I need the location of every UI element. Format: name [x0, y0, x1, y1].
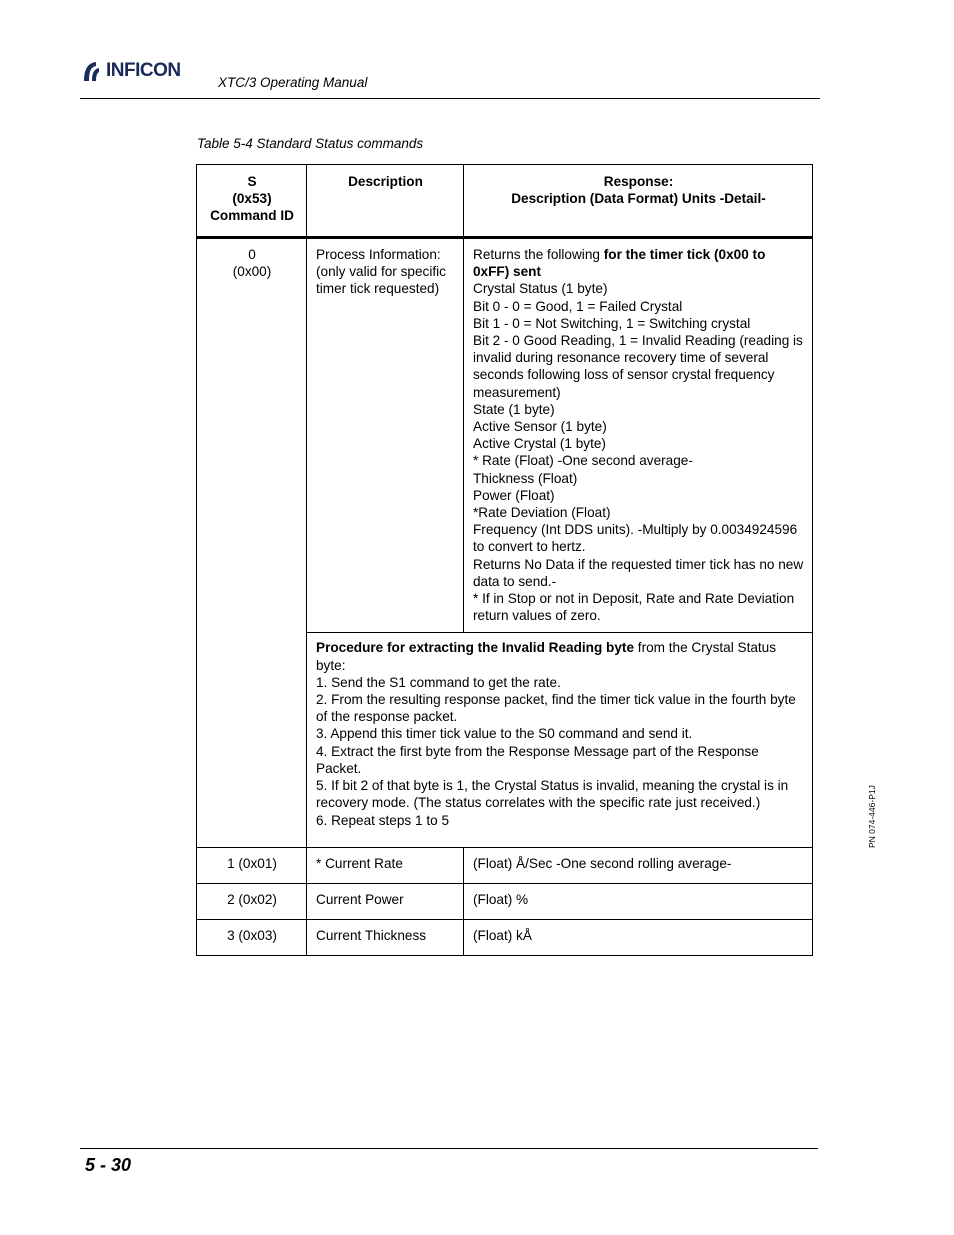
response-cell: Returns the following for the timer tick (0x00 to 0xFF) sent Crystal Status (1 byte) Bit 0 - 0 = Good, 1 = Failed Crystal Bit 1 - 0 = Not Switching, 1 = Switching crystal Bit 2 - 0 Good Reading, 1 = Invalid Reading (reading is invalid during resonance recovery time of several seconds following loss of sensor crystal frequency measurement) State (1 byte) Active Sensor (1 byte) Active Crystal (1 byte) * Rate (Float) -One second average- Thickness (Float) Power (Float) *Rate Deviation (Float) Frequency (Int DDS units). -Multiply by 0.0034924596 to convert to hertz. Returns No Data if the requested timer tick has no new data to send.- * If in Stop or not in Deposit, Rate and Rate Deviation return values of zero.: [464, 238, 813, 633]
table-caption: Table 5-4 Standard Status commands: [197, 136, 424, 151]
command-id-cell: 2 (0x02): [197, 884, 307, 920]
table-header-row: [197, 165, 813, 238]
description-cell: * Current Rate: [307, 848, 464, 884]
header-rule: [80, 98, 820, 99]
inficon-logo: [80, 58, 181, 84]
table-row: [197, 884, 813, 920]
command-id-cell: 0 (0x00): [197, 238, 307, 848]
description-cell: Current Power: [307, 884, 464, 920]
status-commands-table: [196, 164, 813, 956]
header-command-id: S (0x53) Command ID: [197, 165, 307, 238]
response-cell: (Float) kÅ: [464, 920, 813, 956]
logo-text: INFICON: [106, 60, 181, 81]
header-description: Description: [307, 165, 464, 238]
page-number: 5 - 30: [85, 1155, 132, 1175]
response-cell: (Float) Å/Sec -One second rolling average-: [464, 848, 813, 884]
response-cell: (Float) %: [464, 884, 813, 920]
part-number-side-code: PN 074-446-P1J: [867, 785, 877, 848]
header-response: Response: Description (Data Format) Units -Detail-: [464, 165, 813, 238]
inficon-logo-mark-icon: [80, 59, 104, 83]
table-row: [197, 238, 813, 633]
table-row: [197, 848, 813, 884]
table-row: [197, 920, 813, 956]
description-cell: Current Thickness: [307, 920, 464, 956]
procedure-cell: Procedure for extracting the Invalid Reading byte from the Crystal Status byte: 1. Send the S1 command to get the rate. 2. From the resulting response packet, find the timer tick value in the fourth byte of the response packet. 3. Append this timer tick value to the S0 command and send it. 4. Extract the first byte from the Response Message part of the Response Packet. 5. If bit 2 of that byte is 1, the Crystal Status is invalid, meaning the crystal is in recovery mode. (The status correlates with the specific rate just received.) 6. Repeat steps 1 to 5: [307, 633, 813, 848]
description-cell: Process Information: (only valid for specific timer tick requested): [307, 238, 464, 633]
command-id-cell: 3 (0x03): [197, 920, 307, 956]
manual-title: XTC/3 Operating Manual: [218, 75, 368, 90]
footer-rule: [80, 1148, 818, 1149]
command-id-cell: 1 (0x01): [197, 848, 307, 884]
